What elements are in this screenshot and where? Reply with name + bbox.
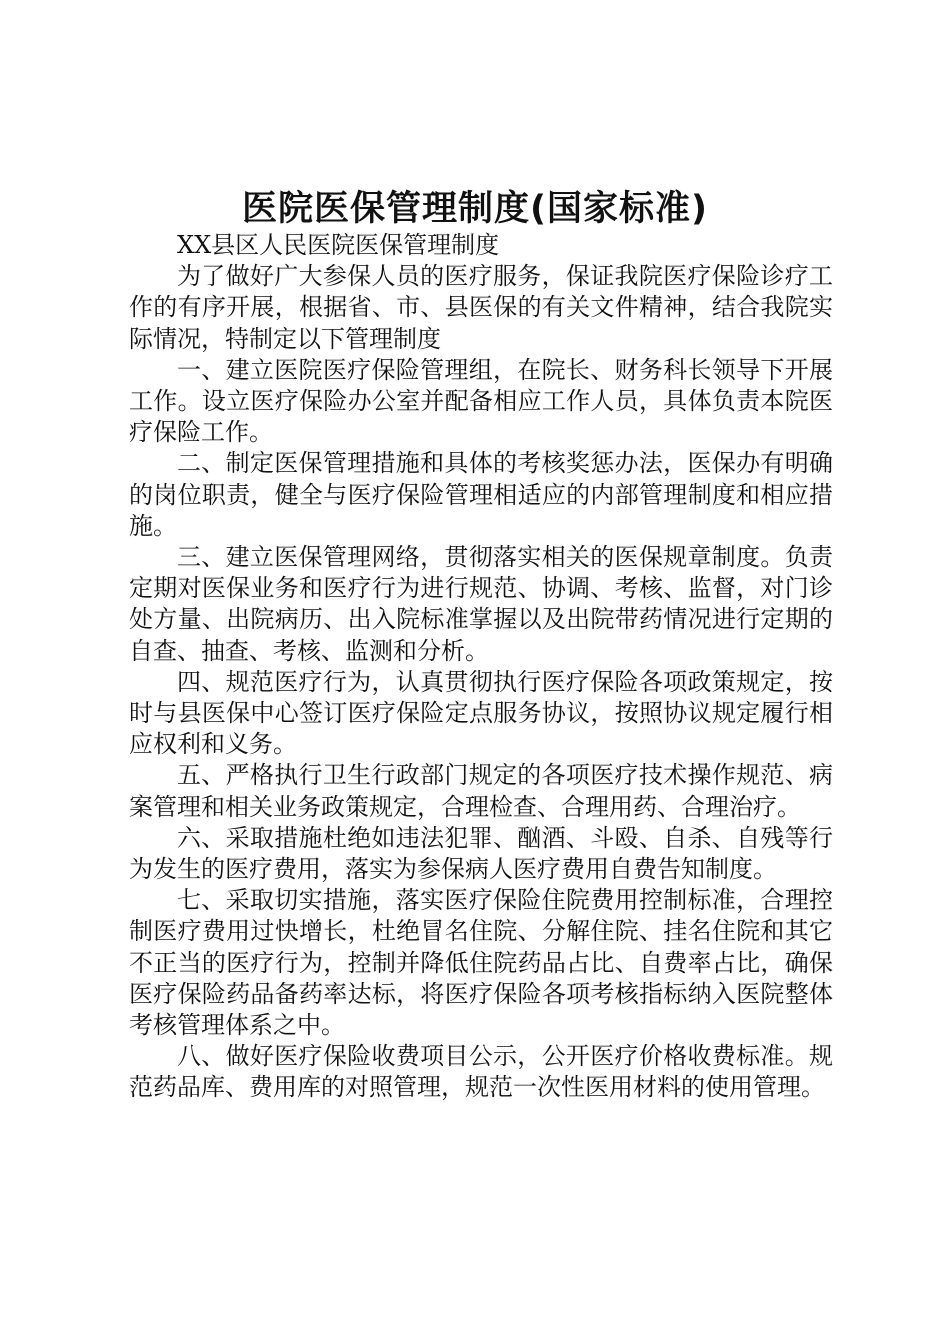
paragraph-item-3: 三、建立医保管理网络，贯彻落实相关的医保规章制度。负责定期对医保业务和医疗行为进行规范、协调、考核、监督，对门诊处方量、出院病历、出入院标准掌握以及出院带药情况进行定期的自查、抽查、考核、监测和分析。 [129, 543, 833, 665]
paragraph-item-1: 一、建立医院医疗保险管理组，在院长、财务科长领导下开展工作。设立医疗保险办公室并配备相应工作人员，具体负责本院医疗保险工作。 [129, 355, 833, 447]
paragraph-item-7: 七、采取切实措施，落实医疗保险住院费用控制标准，合理控制医疗费用过快增长，杜绝冒名住院、分解住院、挂名住院和其它不正当的医疗行为，控制并降低住院药品占比、自费率占比，确保医疗保险药品备药率达标，将医疗保险各项考核指标纳入医院整体考核管理体系之中。 [129, 886, 833, 1040]
paragraph-item-4: 四、规范医疗行为，认真贯彻执行医疗保险各项政策规定，按时与县医保中心签订医疗保险定点服务协议，按照协议规定履行相应权利和义务。 [129, 667, 833, 759]
document-body [129, 230, 833, 1104]
paragraph-item-2: 二、制定医保管理措施和具体的考核奖惩办法，医保办有明确的岗位职责，健全与医疗保险管理相适应的内部管理制度和相应措施。 [129, 449, 833, 540]
paragraph-item-8: 八、做好医疗保险收费项目公示，公开医疗价格收费标准。规范药品库、费用库的对照管理，规范一次性医用材料的使用管理。 [129, 1042, 833, 1102]
paragraph-item-5: 五、严格执行卫生行政部门规定的各项医疗技术操作规范、病案管理和相关业务政策规定，合理检查、合理用药、合理治疗。 [129, 761, 833, 821]
paragraph-item-6: 六、采取措施杜绝如违法犯罪、酗酒、斗殴、自杀、自残等行为发生的医疗费用，落实为参保病人医疗费用自费告知制度。 [129, 823, 833, 884]
paragraph-intro: 为了做好广大参保人员的医疗服务，保证我院医疗保险诊疗工作的有序开展，根据省、市、县医保的有关文件精神，结合我院实际情况，特制定以下管理制度 [129, 262, 833, 353]
document-title: 医院医保管理制度(国家标准) [242, 189, 708, 229]
paragraph-heading: XX县区人民医院医保管理制度 [177, 231, 500, 259]
